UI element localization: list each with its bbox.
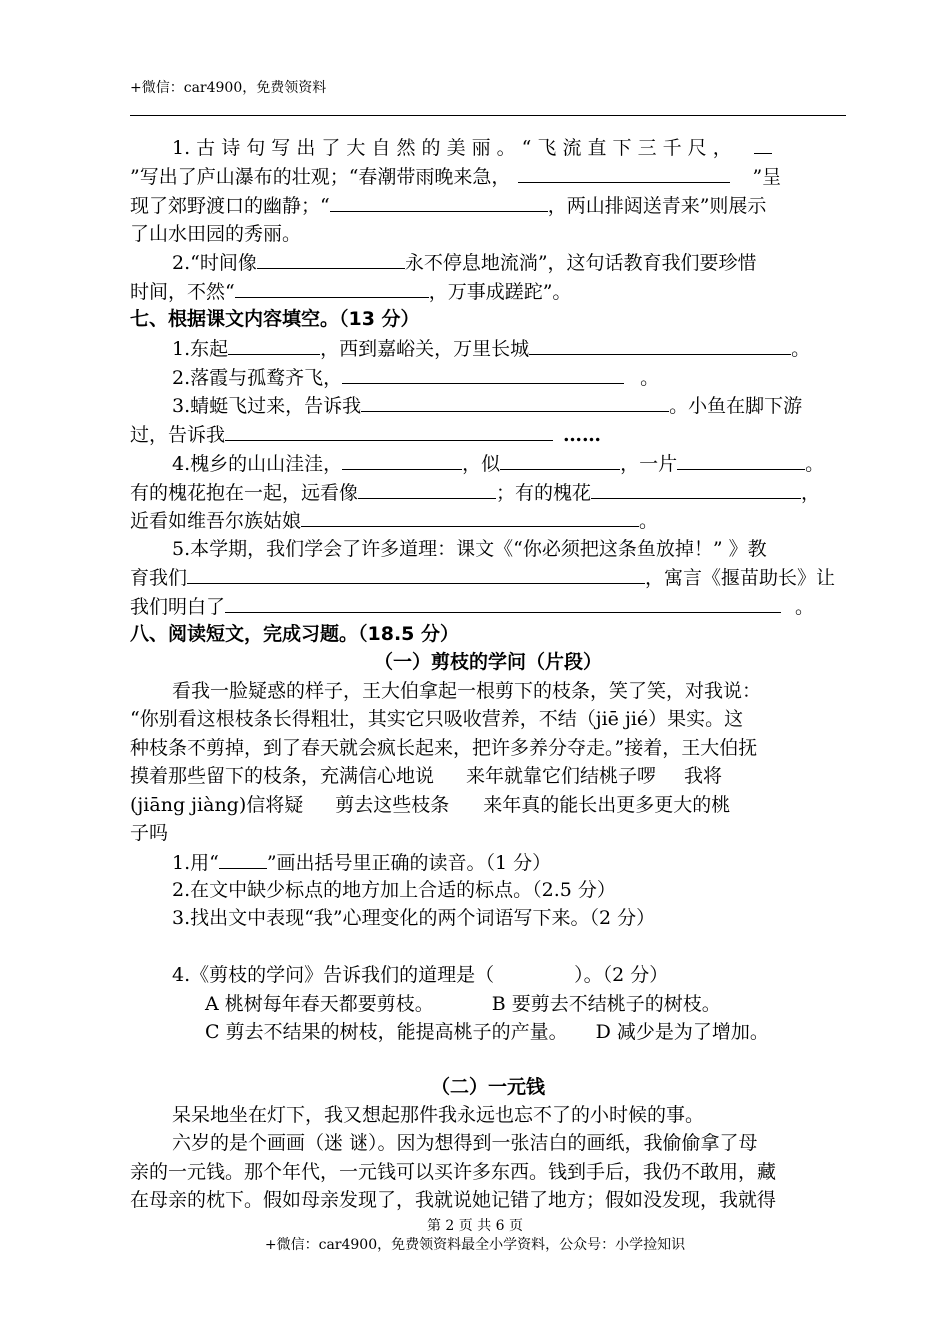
q6-line-1 — [172, 133, 846, 162]
p1-question-3: 3.找出文中表现“我”心理变化的两个词语写下来。（2 分） — [172, 907, 656, 929]
q7-text: ，似 — [462, 453, 501, 475]
answer-blank[interactable] — [228, 334, 320, 355]
answer-blank[interactable] — [219, 848, 267, 869]
passage-1-line: 看我一脸疑惑的样子，王大伯拿起一根剪下的枝条，笑了笑，对我说： — [172, 680, 762, 702]
passage-1-line — [130, 762, 846, 790]
header-divider — [130, 115, 846, 116]
q7-text: 我们明白了 — [130, 596, 226, 618]
passage-1-line: 种枝条不剪掉，到了春天就会疯长起来，把许多养分夺走。”接着，王大伯抚 — [130, 737, 758, 759]
p1-question-4 — [172, 961, 846, 989]
q6-text: 现了郊野渡口的幽静；“ — [130, 195, 330, 217]
q7-text: 。小鱼在脚下游 — [669, 395, 803, 417]
answer-blank[interactable] — [591, 478, 801, 499]
answer-blank[interactable] — [500, 449, 620, 470]
option-b[interactable]: B 要剪去不结桃子的树枝。 — [491, 993, 721, 1015]
q7-line-7 — [130, 506, 846, 535]
q7-line-10 — [130, 592, 846, 621]
answer-blank[interactable] — [257, 248, 405, 269]
passage-text: 我将 — [684, 765, 723, 787]
footer-text: +微信：car4900，免费领资料最全小学资料，公众号：小学捡知识 — [264, 1237, 686, 1253]
q7-line-1 — [172, 334, 846, 363]
q7-text: ，西到嘉峪关，万里长城 — [320, 338, 530, 360]
answer-blank[interactable] — [225, 592, 781, 613]
q7-text: ， — [801, 482, 821, 504]
answer-blank[interactable] — [529, 334, 791, 355]
q6-line-2 — [130, 162, 846, 191]
q7-text: …… — [563, 424, 602, 446]
passage-text: 摸着那些留下的枝条，充满信心地说 — [130, 765, 435, 787]
q7-text: 。 — [805, 453, 825, 475]
passage-2-line: 亲的一元钱。那个年代，一元钱可以买许多东西。钱到手后，我仍不敢用，藏 — [130, 1161, 777, 1183]
passage-2-line: 在母亲的枕下。假如母亲发现了，我就说她记错了地方；假如没发现，我就得 — [130, 1189, 777, 1211]
answer-blank[interactable] — [358, 478, 496, 499]
q6-text: 2.“时间像 — [172, 252, 257, 274]
passage-2-line: 六岁的是个画画（迷 谜）。因为想得到一张洁白的画纸，我偷偷拿了母 — [172, 1132, 758, 1154]
section-7-title: 七、根据课文内容填空。（13 分） — [130, 308, 420, 330]
q7-text: 过，告诉我 — [130, 424, 226, 446]
q7-text: 5.本学期，我们学会了许多道理：课文《“你必须把这条鱼放掉！” 》教 — [172, 538, 767, 560]
option-a[interactable]: A 桃树每年春天都要剪枝。 — [205, 993, 434, 1015]
header-text: +微信：car4900，免费领资料 — [130, 80, 327, 96]
q7-text: 。 — [639, 510, 659, 532]
question-text: ）。（2 分） — [574, 964, 669, 986]
q7-text: 近看如维吾尔族姑娘 — [130, 510, 302, 532]
passage-text: (jiāng jiàng)信将疑 — [130, 794, 304, 816]
q7-text: 4.槐乡的山山洼洼， — [172, 453, 343, 475]
passage-text: 剪去这些枝条 — [335, 794, 450, 816]
q7-text: 2.落霞与孤鹜齐飞， — [172, 367, 343, 389]
passage-1-line: 子吗 — [130, 822, 169, 844]
q6-text: 时间，不然“ — [130, 281, 235, 303]
q6-text: ”写出了庐山瀑布的壮观；“春潮带雨晚来急， — [130, 166, 511, 188]
q7-text: 有的槐花抱在一起，远看像 — [130, 482, 359, 504]
q7-line-5 — [172, 449, 846, 478]
passage-1-line — [130, 791, 846, 819]
answer-blank[interactable] — [518, 162, 730, 183]
q7-text: 3.蜻蜓飞过来，告诉我 — [172, 395, 362, 417]
q7-text: 。 — [791, 338, 811, 360]
answer-blank[interactable] — [225, 420, 553, 441]
q7-text: 。 — [640, 367, 660, 389]
passage-text: 来年真的能长出更多更大的桃 — [483, 794, 731, 816]
passage-1-line: “你别看这根枝条长得粗壮，其实它只吸收营养，不结（jiē jié）果实。这 — [130, 708, 744, 730]
q7-line-4 — [130, 420, 846, 449]
answer-blank[interactable] — [754, 133, 772, 154]
page-number: 第 2 页 共 6 页 — [426, 1218, 524, 1234]
answer-blank[interactable] — [235, 277, 429, 298]
q7-line-3 — [172, 391, 846, 420]
q7-line-8 — [172, 535, 846, 563]
q7-text: 。 — [795, 596, 815, 618]
q6-line-4 — [130, 220, 846, 248]
answer-blank[interactable] — [677, 449, 805, 470]
q7-text: 育我们 — [130, 567, 188, 589]
q6-line-6 — [130, 277, 846, 306]
answer-blank[interactable] — [187, 563, 645, 584]
q7-text: ；有的槐花 — [496, 482, 592, 504]
q6-text: ，两山排闼送青来”则展示 — [547, 195, 767, 217]
q7-line-6 — [130, 478, 846, 507]
q7-text: 1.东起 — [172, 338, 229, 360]
q6-text: 了山水田园的秀丽。 — [130, 223, 302, 245]
answer-blank[interactable] — [342, 363, 624, 384]
question-text: ”画出括号里正确的读音。（1 分） — [266, 852, 552, 874]
passage-2-line: 呆呆地坐在灯下，我又想起那件我永远也忘不了的小时候的事。 — [172, 1104, 705, 1126]
q6-text: 1. 古 诗 句 写 出 了 大 自 然 的 美 丽 。 “ 飞 流 直 下 三 千 尺 ， — [172, 137, 732, 159]
q6-line-5 — [172, 248, 846, 277]
p1-question-1 — [172, 848, 846, 877]
answer-blank[interactable] — [361, 391, 669, 412]
section-8-title: 八、阅读短文，完成习题。（18.5 分） — [130, 623, 459, 645]
q7-text: ，一片 — [620, 453, 678, 475]
q7-line-2 — [172, 363, 846, 392]
answer-blank[interactable] — [330, 191, 548, 212]
question-text: 4.《剪枝的学问》告诉我们的道理是（ — [172, 964, 495, 986]
answer-blank[interactable] — [301, 506, 639, 527]
p1-question-2: 2.在文中缺少标点的地方加上合适的标点。（2.5 分） — [172, 879, 616, 901]
q6-line-3 — [130, 191, 846, 220]
question-text: 1.用“ — [172, 852, 219, 874]
passage-text: 来年就靠它们结桃子啰 — [466, 765, 657, 787]
p1-options-row-2 — [205, 1018, 845, 1046]
q6-text: 永不停息地流淌”，这句话教育我们要珍惜 — [404, 252, 757, 274]
q7-line-9 — [130, 563, 846, 592]
passage-2-title: （二）一元钱 — [430, 1076, 545, 1098]
q6-text: ”呈 — [752, 166, 782, 188]
passage-1-title: （一）剪枝的学问（片段） — [373, 651, 602, 673]
option-c[interactable]: C 剪去不结果的树枝，能提高桃子的产量。 — [205, 1021, 568, 1043]
q7-text: ，寓言《揠苗助长》让 — [645, 567, 836, 589]
p1-options-row-1 — [205, 990, 845, 1018]
option-d[interactable]: D 减少是为了增加。 — [595, 1021, 769, 1043]
q6-text: ，万事成蹉跎”。 — [428, 281, 572, 303]
answer-blank[interactable] — [342, 449, 462, 470]
